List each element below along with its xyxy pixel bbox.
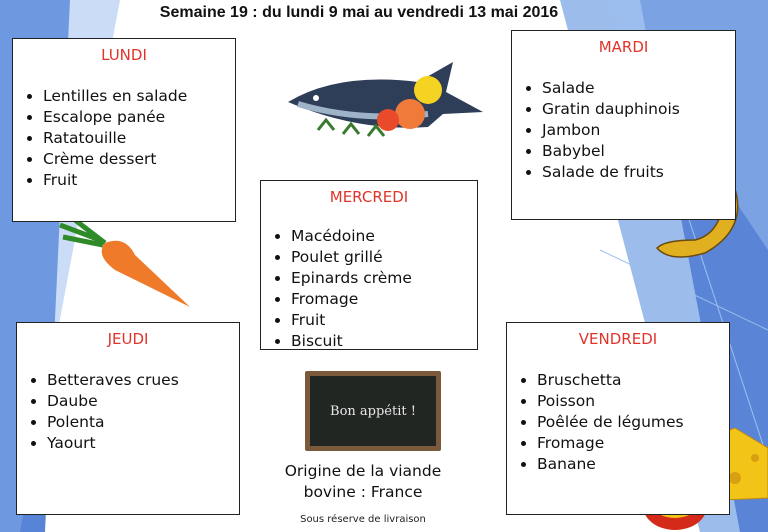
meat-origin-note [258,461,468,503]
day-label: MARDI [598,38,649,56]
day-label: JEUDI [107,330,149,348]
list-item: • Fromage [291,289,477,310]
list-item: • Banane [537,454,729,475]
chalkboard [305,371,441,451]
list-item: • Jambon [542,120,735,141]
menu-list [507,370,729,475]
list-item: • Poisson [537,391,729,412]
list-item: • Poulet grillé [291,247,477,268]
list-item: • Bruschetta [537,370,729,391]
list-item: • Ratatouille [43,128,235,149]
page-title: Semaine 19 : du lundi 9 mai au vendredi 13 mai 2016 [159,4,559,21]
list-item: • Polenta [47,412,239,433]
list-item: • Fruit [43,170,235,191]
carrot-illustration [55,215,195,310]
fish-illustration [278,52,488,142]
list-item: • Epinards crème [291,268,477,289]
day-card-lundi [12,38,236,222]
list-item: • Lentilles en salade [43,86,235,107]
origin-line-2: bovine : France [303,483,423,501]
list-item: • Salade [542,78,735,99]
list-item: • Crème dessert [43,149,235,170]
list-item: • Betteraves crues [47,370,239,391]
list-item: • Salade de fruits [542,162,735,183]
list-item: • Yaourt [47,433,239,454]
list-item: • Macédoine [291,226,477,247]
day-card-mardi [511,30,736,220]
list-item: • Biscuit [291,331,477,352]
menu-list [261,226,477,352]
list-item: • Escalope panée [43,107,235,128]
menu-list [512,78,735,183]
day-card-jeudi [16,322,240,515]
day-label: LUNDI [101,46,147,64]
day-card-vendredi [506,322,730,515]
list-item: • Fromage [537,433,729,454]
day-card-mercredi [260,180,478,350]
list-item: • Daube [47,391,239,412]
menu-list [17,370,239,454]
day-label: VENDREDI [578,330,658,348]
day-label: MERCREDI [329,188,409,206]
delivery-disclaimer: Sous réserve de livraison [300,514,426,525]
list-item: • Poêlée de légumes [537,412,729,433]
list-item: • Fruit [291,310,477,331]
origin-line-1: Origine de la viande [284,462,442,480]
list-item: • Babybel [542,141,735,162]
menu-list [13,86,235,191]
list-item: • Gratin dauphinois [542,99,735,120]
chalkboard-text: Bon appétit ! [310,376,436,446]
